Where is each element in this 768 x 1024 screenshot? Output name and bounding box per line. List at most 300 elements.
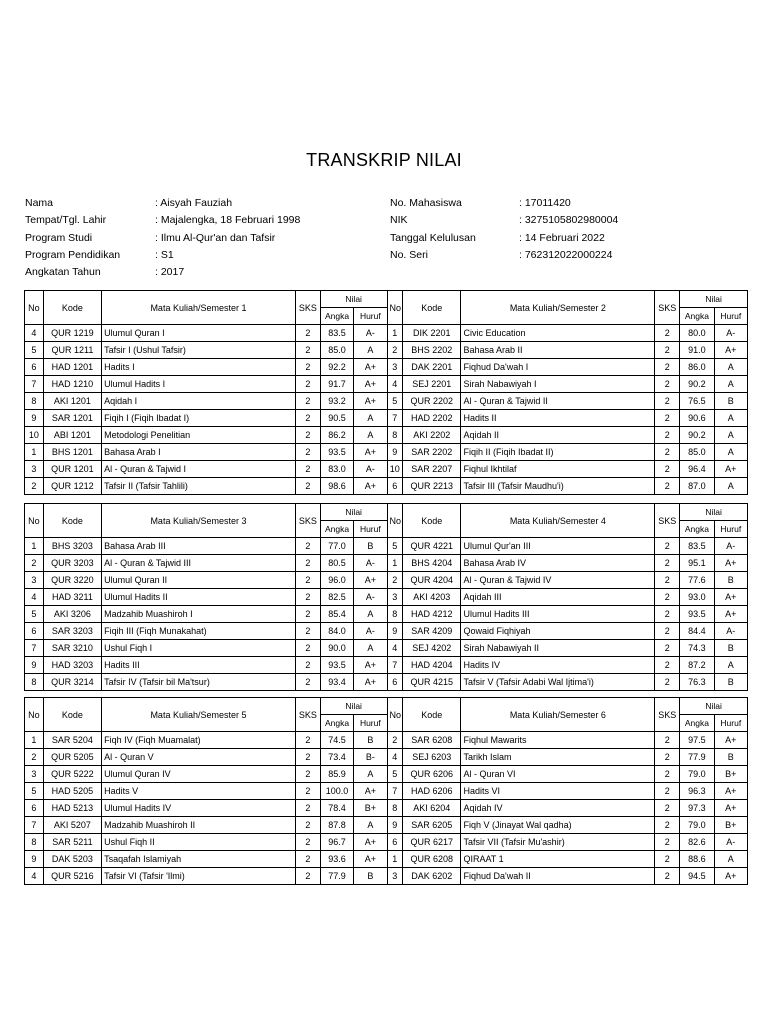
header-sks: SKS bbox=[655, 291, 680, 325]
course-sks: 2 bbox=[295, 766, 320, 783]
course-no: 9 bbox=[387, 817, 403, 834]
course-name: Fiqhul Mawarits bbox=[461, 732, 655, 749]
course-code: HAD 3203 bbox=[43, 657, 101, 674]
grade-letter: A bbox=[714, 657, 747, 674]
course-code: AKI 3206 bbox=[43, 606, 101, 623]
course-no: 10 bbox=[25, 427, 44, 444]
header-no: No bbox=[25, 291, 44, 325]
course-code: QUR 6217 bbox=[403, 834, 461, 851]
course-sks: 2 bbox=[295, 393, 320, 410]
header-huruf: Huruf bbox=[714, 308, 747, 325]
course-sks: 2 bbox=[655, 732, 680, 749]
grade-number: 83.5 bbox=[320, 325, 353, 342]
grade-number: 85.0 bbox=[320, 342, 353, 359]
course-no: 3 bbox=[387, 589, 403, 606]
grade-letter: A+ bbox=[714, 800, 747, 817]
header-mata-kuliah: Mata Kuliah/Semester 6 bbox=[461, 698, 655, 732]
grade-number: 90.6 bbox=[680, 410, 714, 427]
grade-letter: A+ bbox=[714, 461, 747, 478]
info-label: Program Studi bbox=[25, 232, 93, 244]
grade-letter: B bbox=[714, 749, 747, 766]
course-code: BHS 4204 bbox=[403, 555, 461, 572]
grade-letter: B+ bbox=[714, 766, 747, 783]
course-name: Al - Quran & Tajwid II bbox=[461, 393, 655, 410]
course-no: 1 bbox=[387, 325, 403, 342]
grade-number: 87.8 bbox=[320, 817, 353, 834]
course-no: 3 bbox=[25, 766, 44, 783]
header-angka: Angka bbox=[680, 521, 714, 538]
course-no: 4 bbox=[387, 749, 403, 766]
course-name: Aqidah II bbox=[461, 427, 655, 444]
table-row bbox=[25, 868, 748, 885]
header-kode: Kode bbox=[43, 504, 101, 538]
course-sks: 2 bbox=[655, 674, 680, 691]
course-sks: 2 bbox=[655, 589, 680, 606]
grade-letter: B+ bbox=[354, 800, 387, 817]
grade-number: 97.3 bbox=[680, 800, 714, 817]
grade-number: 91.7 bbox=[320, 376, 353, 393]
course-sks: 2 bbox=[655, 834, 680, 851]
table-row bbox=[25, 359, 748, 376]
course-sks: 2 bbox=[655, 783, 680, 800]
info-label: Program Pendidikan bbox=[25, 249, 121, 261]
grade-number: 78.4 bbox=[320, 800, 353, 817]
grade-number: 85.9 bbox=[320, 766, 353, 783]
course-name: Tafsir IV (Tafsir bil Ma'tsur) bbox=[102, 674, 296, 691]
course-name: Fiqhud Da'wah I bbox=[461, 359, 655, 376]
course-name: Metodologi Penelitian bbox=[102, 427, 296, 444]
grade-number: 93.2 bbox=[320, 393, 353, 410]
course-no: 6 bbox=[25, 800, 44, 817]
course-name: Ulumul Hadits II bbox=[102, 589, 296, 606]
course-code: HAD 1201 bbox=[43, 359, 101, 376]
course-sks: 2 bbox=[295, 623, 320, 640]
grade-number: 80.0 bbox=[680, 325, 714, 342]
course-code: AKI 4203 bbox=[403, 589, 461, 606]
course-sks: 2 bbox=[655, 851, 680, 868]
grade-letter: B bbox=[714, 640, 747, 657]
course-sks: 2 bbox=[655, 538, 680, 555]
course-code: SAR 5204 bbox=[43, 732, 101, 749]
grade-letter: A+ bbox=[714, 589, 747, 606]
course-name: Fiqhul Ikhtilaf bbox=[461, 461, 655, 478]
course-no: 3 bbox=[387, 359, 403, 376]
course-code: SAR 3203 bbox=[43, 623, 101, 640]
header-mata-kuliah: Mata Kuliah/Semester 1 bbox=[102, 291, 296, 325]
course-no: 5 bbox=[387, 393, 403, 410]
course-name: Madzahib Muashiroh I bbox=[102, 606, 296, 623]
course-name: Ulumul Qur'an III bbox=[461, 538, 655, 555]
course-code: SEJ 2201 bbox=[403, 376, 461, 393]
course-code: QUR 1219 bbox=[43, 325, 101, 342]
table-row bbox=[25, 851, 748, 868]
course-no: 7 bbox=[25, 640, 44, 657]
course-no: 1 bbox=[387, 851, 403, 868]
course-name: Ulumul Hadits IV bbox=[102, 800, 296, 817]
course-name: Ulumul Quran II bbox=[102, 572, 296, 589]
course-no: 7 bbox=[387, 410, 403, 427]
course-name: Ushul Fiqh II bbox=[102, 834, 296, 851]
semester-table bbox=[24, 503, 748, 691]
table-row bbox=[25, 572, 748, 589]
course-code: HAD 1210 bbox=[43, 376, 101, 393]
course-name: Madzahib Muashiroh II bbox=[102, 817, 296, 834]
grade-letter: A+ bbox=[354, 674, 387, 691]
course-code: QUR 6206 bbox=[403, 766, 461, 783]
course-sks: 2 bbox=[655, 800, 680, 817]
course-code: QUR 1201 bbox=[43, 461, 101, 478]
course-sks: 2 bbox=[655, 766, 680, 783]
course-sks: 2 bbox=[655, 640, 680, 657]
table-row bbox=[25, 606, 748, 623]
course-code: QUR 5205 bbox=[43, 749, 101, 766]
course-no: 6 bbox=[25, 359, 44, 376]
course-name: Ulumul Hadits I bbox=[102, 376, 296, 393]
table-row bbox=[25, 834, 748, 851]
course-name: Tarikh Islam bbox=[461, 749, 655, 766]
course-name: Tafsir II (Tafsir Tahlili) bbox=[102, 478, 296, 495]
course-code: BHS 3203 bbox=[43, 538, 101, 555]
course-no: 8 bbox=[387, 606, 403, 623]
course-code: SAR 3210 bbox=[43, 640, 101, 657]
grade-letter: B- bbox=[354, 749, 387, 766]
course-name: Hadits VI bbox=[461, 783, 655, 800]
grade-number: 85.0 bbox=[680, 444, 714, 461]
grade-number: 96.3 bbox=[680, 783, 714, 800]
grade-number: 80.5 bbox=[320, 555, 353, 572]
header-sks: SKS bbox=[655, 504, 680, 538]
course-name: Tafsir VI (Tafsir 'Ilmi) bbox=[102, 868, 296, 885]
grade-letter: A bbox=[714, 410, 747, 427]
course-no: 2 bbox=[25, 749, 44, 766]
header-no: No bbox=[387, 504, 403, 538]
grade-number: 82.5 bbox=[320, 589, 353, 606]
course-name: QIRAAT 1 bbox=[461, 851, 655, 868]
course-code: QUR 6208 bbox=[403, 851, 461, 868]
course-code: SAR 5211 bbox=[43, 834, 101, 851]
course-code: AKI 1201 bbox=[43, 393, 101, 410]
header-no: No bbox=[25, 698, 44, 732]
course-no: 6 bbox=[387, 834, 403, 851]
info-value: : Ilmu Al-Qur'an dan Tafsir bbox=[155, 232, 276, 244]
info-value: : 3275105802980004 bbox=[519, 214, 619, 226]
table-header-row bbox=[25, 698, 748, 715]
course-code: ABI 1201 bbox=[43, 427, 101, 444]
grade-letter: A+ bbox=[354, 359, 387, 376]
course-name: Qowaid Fiqhiyah bbox=[461, 623, 655, 640]
course-name: Tsaqafah Islamiyah bbox=[102, 851, 296, 868]
info-value: : 762312022000224 bbox=[519, 249, 613, 261]
course-sks: 2 bbox=[295, 783, 320, 800]
course-name: Civic Education bbox=[461, 325, 655, 342]
course-no: 4 bbox=[387, 376, 403, 393]
course-no: 5 bbox=[387, 766, 403, 783]
info-label: No. Seri bbox=[390, 249, 428, 261]
grade-letter: A+ bbox=[354, 834, 387, 851]
course-code: QUR 3214 bbox=[43, 674, 101, 691]
course-name: Ushul Fiqh I bbox=[102, 640, 296, 657]
course-no: 6 bbox=[387, 478, 403, 495]
course-sks: 2 bbox=[655, 478, 680, 495]
course-code: QUR 3203 bbox=[43, 555, 101, 572]
course-sks: 2 bbox=[295, 589, 320, 606]
table-row bbox=[25, 817, 748, 834]
course-code: BHS 1201 bbox=[43, 444, 101, 461]
info-value: : 14 Februari 2022 bbox=[519, 232, 605, 244]
grade-number: 76.5 bbox=[680, 393, 714, 410]
header-mata-kuliah: Mata Kuliah/Semester 2 bbox=[461, 291, 655, 325]
course-no: 1 bbox=[25, 538, 44, 555]
course-sks: 2 bbox=[295, 834, 320, 851]
table-row bbox=[25, 623, 748, 640]
table-row bbox=[25, 640, 748, 657]
course-name: Bahasa Arab I bbox=[102, 444, 296, 461]
course-code: AKI 2202 bbox=[403, 427, 461, 444]
header-nilai: Nilai bbox=[320, 698, 387, 715]
course-sks: 2 bbox=[295, 325, 320, 342]
course-sks: 2 bbox=[655, 657, 680, 674]
grade-letter: A+ bbox=[714, 868, 747, 885]
grade-number: 83.5 bbox=[680, 538, 714, 555]
course-sks: 2 bbox=[655, 817, 680, 834]
course-no: 9 bbox=[387, 444, 403, 461]
grade-number: 93.6 bbox=[320, 851, 353, 868]
grade-number: 87.0 bbox=[680, 478, 714, 495]
info-value: : S1 bbox=[155, 249, 174, 261]
course-name: Tafsir V (Tafsir Adabi Wal Ijtima'i) bbox=[461, 674, 655, 691]
course-code: BHS 2202 bbox=[403, 342, 461, 359]
course-sks: 2 bbox=[295, 817, 320, 834]
header-no: No bbox=[387, 291, 403, 325]
course-name: Sirah Nabawiyah I bbox=[461, 376, 655, 393]
grade-letter: A bbox=[714, 851, 747, 868]
course-no: 7 bbox=[387, 657, 403, 674]
course-sks: 2 bbox=[295, 427, 320, 444]
grade-number: 86.2 bbox=[320, 427, 353, 444]
course-sks: 2 bbox=[295, 640, 320, 657]
table-row bbox=[25, 749, 748, 766]
course-no: 2 bbox=[25, 478, 44, 495]
course-name: Hadits IV bbox=[461, 657, 655, 674]
grade-number: 73.4 bbox=[320, 749, 353, 766]
course-no: 7 bbox=[387, 783, 403, 800]
grade-number: 92.2 bbox=[320, 359, 353, 376]
course-name: Aqidah III bbox=[461, 589, 655, 606]
table-row bbox=[25, 325, 748, 342]
grade-letter: A- bbox=[354, 589, 387, 606]
grade-number: 93.4 bbox=[320, 674, 353, 691]
grade-letter: B bbox=[714, 572, 747, 589]
course-sks: 2 bbox=[655, 572, 680, 589]
course-sks: 2 bbox=[655, 606, 680, 623]
grade-number: 93.5 bbox=[320, 657, 353, 674]
course-sks: 2 bbox=[295, 342, 320, 359]
course-code: HAD 6206 bbox=[403, 783, 461, 800]
course-no: 9 bbox=[25, 410, 44, 427]
table-row bbox=[25, 555, 748, 572]
grade-letter: A- bbox=[714, 538, 747, 555]
course-sks: 2 bbox=[295, 359, 320, 376]
course-no: 4 bbox=[25, 589, 44, 606]
grade-number: 74.5 bbox=[320, 732, 353, 749]
course-sks: 2 bbox=[655, 444, 680, 461]
course-no: 3 bbox=[387, 868, 403, 885]
grade-number: 77.0 bbox=[320, 538, 353, 555]
header-sks: SKS bbox=[655, 698, 680, 732]
grade-number: 96.4 bbox=[680, 461, 714, 478]
info-label: Angkatan Tahun bbox=[25, 266, 101, 278]
grade-number: 90.0 bbox=[320, 640, 353, 657]
course-no: 8 bbox=[387, 800, 403, 817]
course-code: DAK 6202 bbox=[403, 868, 461, 885]
course-no: 9 bbox=[387, 623, 403, 640]
course-sks: 2 bbox=[295, 851, 320, 868]
grade-letter: A+ bbox=[354, 393, 387, 410]
grade-number: 88.6 bbox=[680, 851, 714, 868]
course-code: SAR 2202 bbox=[403, 444, 461, 461]
course-code: QUR 3220 bbox=[43, 572, 101, 589]
header-sks: SKS bbox=[295, 291, 320, 325]
course-code: SEJ 6203 bbox=[403, 749, 461, 766]
course-no: 5 bbox=[387, 538, 403, 555]
course-code: QUR 2213 bbox=[403, 478, 461, 495]
course-name: Ulumul Quran IV bbox=[102, 766, 296, 783]
table-row bbox=[25, 538, 748, 555]
header-nilai: Nilai bbox=[320, 291, 387, 308]
page-title: TRANSKRIP NILAI bbox=[306, 150, 462, 170]
header-nilai: Nilai bbox=[680, 698, 748, 715]
grade-number: 77.9 bbox=[680, 749, 714, 766]
course-no: 9 bbox=[25, 657, 44, 674]
table-row bbox=[25, 657, 748, 674]
course-no: 4 bbox=[387, 640, 403, 657]
course-sks: 2 bbox=[655, 325, 680, 342]
course-sks: 2 bbox=[295, 410, 320, 427]
course-code: QUR 1212 bbox=[43, 478, 101, 495]
header-huruf: Huruf bbox=[714, 715, 747, 732]
grade-number: 90.5 bbox=[320, 410, 353, 427]
course-code: QUR 4204 bbox=[403, 572, 461, 589]
course-name: Hadits V bbox=[102, 783, 296, 800]
grade-letter: A bbox=[354, 640, 387, 657]
header-angka: Angka bbox=[320, 308, 353, 325]
course-name: Fiqih III (Fiqh Munakahat) bbox=[102, 623, 296, 640]
course-name: Tafsir I (Ushul Tafsir) bbox=[102, 342, 296, 359]
grade-number: 93.5 bbox=[680, 606, 714, 623]
info-label: Tanggal Kelulusan bbox=[390, 232, 476, 244]
course-code: SAR 6208 bbox=[403, 732, 461, 749]
grade-number: 85.4 bbox=[320, 606, 353, 623]
course-no: 8 bbox=[25, 674, 44, 691]
header-mata-kuliah: Mata Kuliah/Semester 4 bbox=[461, 504, 655, 538]
grade-letter: B bbox=[714, 393, 747, 410]
course-name: Fiqih II (Fiqih Ibadat II) bbox=[461, 444, 655, 461]
header-no: No bbox=[387, 698, 403, 732]
grade-letter: A+ bbox=[354, 444, 387, 461]
course-no: 8 bbox=[387, 427, 403, 444]
grade-number: 87.2 bbox=[680, 657, 714, 674]
course-code: AKI 5207 bbox=[43, 817, 101, 834]
course-sks: 2 bbox=[655, 749, 680, 766]
course-sks: 2 bbox=[655, 376, 680, 393]
info-row-left bbox=[25, 264, 365, 280]
course-code: HAD 2202 bbox=[403, 410, 461, 427]
grade-number: 90.2 bbox=[680, 427, 714, 444]
course-no: 2 bbox=[387, 572, 403, 589]
header-nilai: Nilai bbox=[680, 504, 748, 521]
grade-number: 93.0 bbox=[680, 589, 714, 606]
info-label: No. Mahasiswa bbox=[390, 197, 462, 209]
course-name: Al - Quran VI bbox=[461, 766, 655, 783]
grade-letter: A- bbox=[714, 325, 747, 342]
course-no: 3 bbox=[25, 461, 44, 478]
table-row bbox=[25, 376, 748, 393]
info-row-right bbox=[390, 247, 690, 263]
course-code: DAK 2201 bbox=[403, 359, 461, 376]
course-code: QUR 5222 bbox=[43, 766, 101, 783]
course-sks: 2 bbox=[295, 478, 320, 495]
course-name: Fiqhud Da'wah II bbox=[461, 868, 655, 885]
grade-letter: A+ bbox=[354, 478, 387, 495]
course-no: 7 bbox=[25, 376, 44, 393]
course-name: Tafsir VII (Tafsir Mu'ashir) bbox=[461, 834, 655, 851]
table-row bbox=[25, 800, 748, 817]
table-row bbox=[25, 342, 748, 359]
course-code: HAD 4212 bbox=[403, 606, 461, 623]
course-no: 6 bbox=[387, 674, 403, 691]
grade-number: 77.9 bbox=[320, 868, 353, 885]
course-sks: 2 bbox=[295, 657, 320, 674]
info-row-right bbox=[390, 230, 690, 246]
course-sks: 2 bbox=[655, 393, 680, 410]
course-no: 5 bbox=[25, 606, 44, 623]
header-nilai: Nilai bbox=[680, 291, 748, 308]
course-code: HAD 5213 bbox=[43, 800, 101, 817]
grade-number: 91.0 bbox=[680, 342, 714, 359]
course-no: 6 bbox=[25, 623, 44, 640]
info-value: : 17011420 bbox=[519, 197, 571, 209]
course-sks: 2 bbox=[655, 359, 680, 376]
grade-letter: B+ bbox=[714, 817, 747, 834]
course-code: QUR 2202 bbox=[403, 393, 461, 410]
course-code: SAR 6205 bbox=[403, 817, 461, 834]
course-code: SAR 1201 bbox=[43, 410, 101, 427]
info-row-left bbox=[25, 230, 365, 246]
header-kode: Kode bbox=[43, 291, 101, 325]
header-kode: Kode bbox=[403, 698, 461, 732]
grade-number: 98.6 bbox=[320, 478, 353, 495]
info-label: Nama bbox=[25, 197, 54, 209]
course-sks: 2 bbox=[295, 606, 320, 623]
grade-letter: A+ bbox=[354, 657, 387, 674]
grade-number: 76.3 bbox=[680, 674, 714, 691]
grade-number: 74.3 bbox=[680, 640, 714, 657]
grade-letter: A+ bbox=[714, 606, 747, 623]
header-mata-kuliah: Mata Kuliah/Semester 3 bbox=[102, 504, 296, 538]
course-code: DIK 2201 bbox=[403, 325, 461, 342]
course-sks: 2 bbox=[295, 555, 320, 572]
course-sks: 2 bbox=[295, 376, 320, 393]
course-name: Aqidah I bbox=[102, 393, 296, 410]
header-mata-kuliah: Mata Kuliah/Semester 5 bbox=[102, 698, 296, 732]
header-huruf: Huruf bbox=[354, 308, 387, 325]
info-row-right bbox=[390, 195, 690, 211]
course-sks: 2 bbox=[655, 868, 680, 885]
course-no: 10 bbox=[387, 461, 403, 478]
grade-letter: A bbox=[354, 342, 387, 359]
info-row-left bbox=[25, 195, 365, 211]
grade-letter: A- bbox=[354, 461, 387, 478]
